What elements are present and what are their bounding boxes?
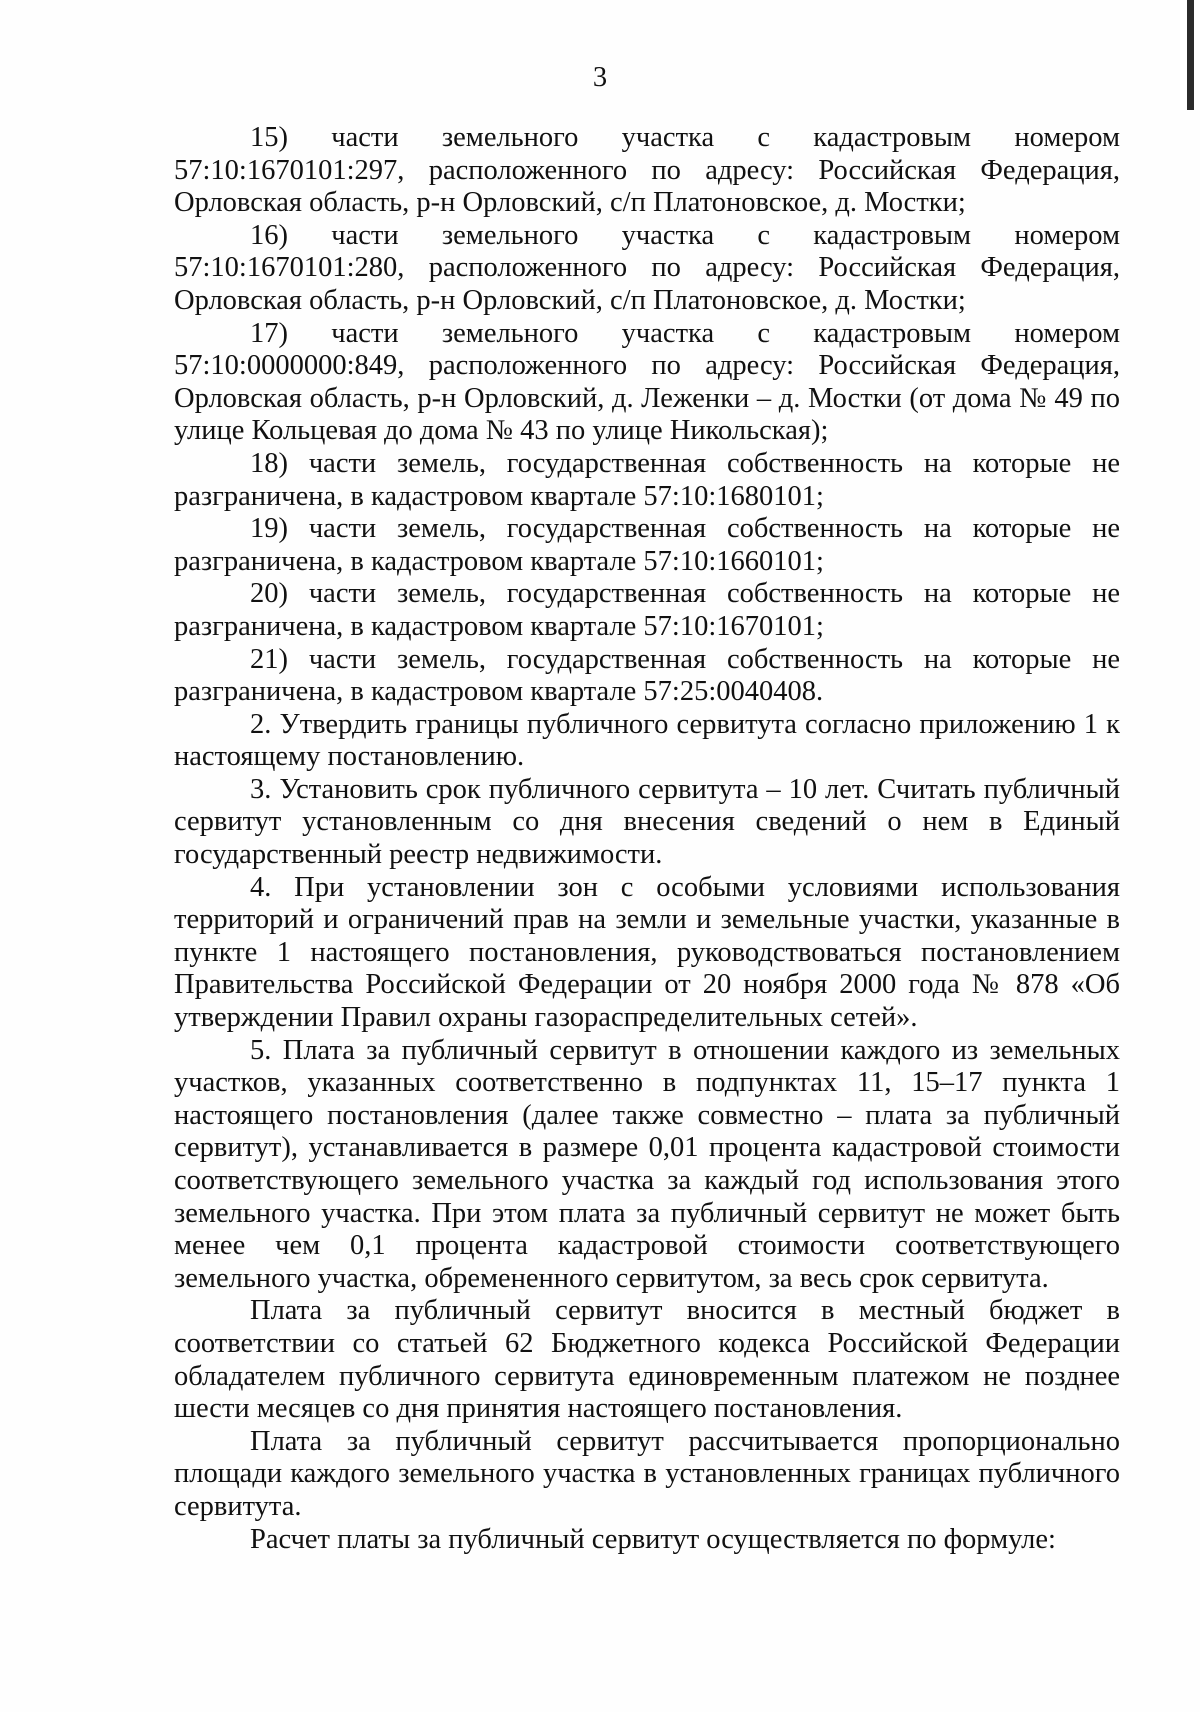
paragraph-item-19: 19) части земель, государственная собственность на которые не разграничена, в кадастровом квартале 57:10:1660101;: [174, 513, 1120, 577]
paragraph-item-16: 16) части земельного участка с кадастровым номером 57:10:1670101:280, расположенного по адресу: Российская Федерация, Орловская область, р-н Орловский, с/п Платоновское, д. Мостки;: [174, 219, 1120, 316]
paragraph-point-5: 5. Плата за публичный сервитут в отношении каждого из земельных участков, указанных соответственно в подпунктах 11, 15–17 пункта 1 настоящего постановления (далее также совместно – плата за публичный сервитут), устанавливается в размере 0,01 процента кадастровой стоимости соответствующего земельного участка за каждый год использования этого земельного участка. При этом плата за публичный сервитут не может быть менее чем 0,1 процента кадастровой стоимости соответствующего земельного участка, обремененного сервитутом, за весь срок сервитута.: [174, 1034, 1120, 1294]
paragraph-item-17: 17) части земельного участка с кадастровым номером 57:10:0000000:849, расположенного по адресу: Российская Федерация, Орловская область, р-н Орловский, д. Леженки – д. Мостки (от дома № 49 по улице Кольцевая до дома № 43 по улице Никольская);: [174, 317, 1120, 447]
paragraph-payment-calculation: Плата за публичный сервитут рассчитывается пропорционально площади каждого земельного участка в установленных границах публичного сервитута.: [174, 1425, 1120, 1522]
document-body: [174, 122, 1120, 1556]
paragraph-point-4: 4. При установлении зон с особыми условиями использования территорий и ограничений прав на земли и земельные участки, указанные в пункте 1 настоящего постановления, руководствоваться постановлением Правительства Российской Федерации от 20 ноября 2000 года № 878 «Об утверждении Правил охраны газораспределительных сетей».: [174, 871, 1120, 1034]
paragraph-item-18: 18) части земель, государственная собственность на которые не разграничена, в кадастровом квартале 57:10:1680101;: [174, 447, 1120, 512]
page-number: 3: [592, 62, 608, 93]
paragraph-point-2: 2. Утвердить границы публичного сервитута согласно приложению 1 к настоящему постановлению.: [174, 708, 1120, 773]
paragraph-item-21: 21) части земель, государственная собственность на которые не разграничена, в кадастровом квартале 57:25:0040408.: [174, 643, 1120, 708]
paragraph-formula-intro: Расчет платы за публичный сервитут осуществляется по формуле:: [250, 1523, 1056, 1555]
paragraph-item-20: 20) части земель, государственная собственность на которые не разграничена, в кадастровом квартале 57:10:1670101;: [174, 578, 1120, 642]
paragraph-payment-budget: Плата за публичный сервитут вносится в местный бюджет в соответствии со статьей 62 Бюджетного кодекса Российской Федерации обладателем публичного сервитута единовременным платежом не позднее шести месяцев со дня принятия настоящего постановления.: [174, 1295, 1120, 1425]
paragraph-point-3: 3. Установить срок публичного сервитута – 10 лет. Считать публичный сервитут установленным со дня внесения сведений о нем в Единый государственный реестр недвижимости.: [174, 773, 1120, 871]
paragraph-item-15: 15) части земельного участка с кадастровым номером 57:10:1670101:297, расположенного по адресу: Российская Федерация, Орловская область, р-н Орловский, с/п Платоновское, д. Мостки;: [174, 122, 1120, 219]
